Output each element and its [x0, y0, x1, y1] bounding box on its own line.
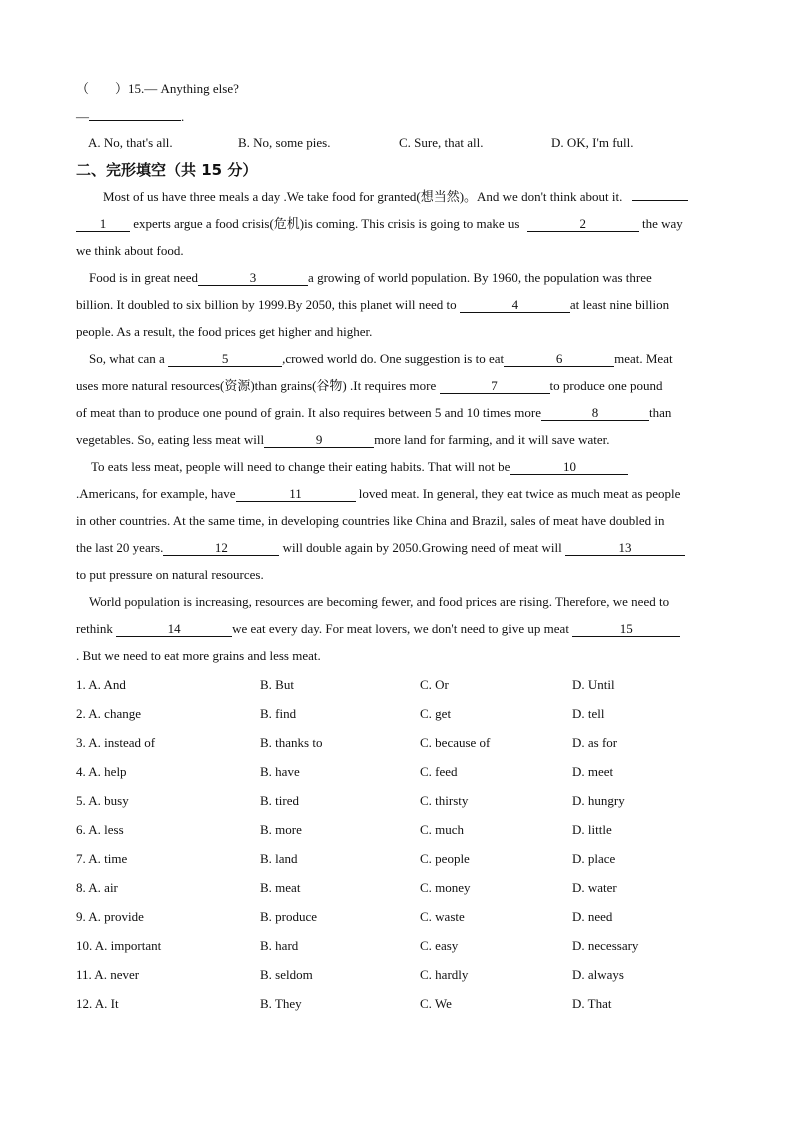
passage-text: to produce one pound — [549, 378, 663, 393]
blank-8[interactable]: 8 — [541, 406, 649, 421]
option-b[interactable]: B. more — [260, 822, 302, 837]
question-row-12 — [76, 995, 756, 1013]
option-b[interactable]: B. But — [260, 677, 294, 692]
blank-12[interactable]: 12 — [163, 541, 279, 556]
passage-text: the way — [641, 216, 683, 231]
blank-13[interactable]: 13 — [565, 541, 685, 556]
option-a[interactable]: 4. A. help — [76, 764, 127, 779]
passage-text: billion. It doubled to six billion by 1999.By 2050, this planet will need to — [76, 297, 457, 312]
option-d[interactable]: D. need — [572, 909, 613, 924]
option-b[interactable]: B. meat — [260, 880, 301, 895]
option-d[interactable]: D. little — [572, 822, 612, 837]
question-row-5 — [76, 792, 756, 810]
q15-paren: （ ） — [76, 81, 129, 96]
option-c[interactable]: C. much — [420, 822, 465, 837]
q15-answer-line — [76, 108, 184, 126]
option-c[interactable]: C. thirsty — [420, 793, 469, 808]
passage-line-3: we think about food. — [76, 243, 184, 258]
option-a[interactable]: 8. A. air — [76, 880, 118, 895]
blank-9[interactable]: 9 — [264, 433, 374, 448]
option-d[interactable]: D. hungry — [572, 793, 625, 808]
option-b[interactable]: B. thanks to — [260, 735, 323, 750]
q15-end: . — [181, 109, 185, 124]
passage-line-1 — [103, 188, 688, 206]
passage-line-12 — [76, 485, 680, 503]
passage-line-2 — [76, 215, 683, 233]
passage-text: we eat every day. For meat lovers, we don't need to give up meat — [232, 621, 569, 636]
passage-text: of meat than to produce one pound of grain. It also requires between 5 and 10 times more — [76, 405, 541, 420]
option-c[interactable]: C. people — [420, 851, 470, 866]
q15-options — [88, 134, 768, 152]
passage-line-11 — [91, 458, 628, 476]
passage-line-13: in other countries. At the same time, in developing countries like China and Brazil, sales of meat have doubled in — [76, 513, 665, 528]
blank-4[interactable]: 4 — [460, 298, 570, 313]
passage-text: a growing of world population. By 1960, the population was three — [308, 270, 652, 285]
option-d[interactable]: D. Until — [572, 677, 615, 692]
passage-line-6: people. As a result, the food prices get higher and higher. — [76, 324, 373, 339]
blank-1-number[interactable]: 1 — [76, 217, 130, 232]
passage-line-17 — [76, 620, 680, 638]
passage-line-18: . But we need to eat more grains and less meat. — [76, 648, 321, 663]
passage-line-9 — [76, 404, 671, 422]
option-d[interactable]: D. meet — [572, 764, 614, 779]
option-d[interactable]: D. place — [572, 851, 616, 866]
question-row-3 — [76, 734, 756, 752]
option-a[interactable]: 1. A. And — [76, 677, 126, 692]
option-c[interactable]: C. get — [420, 706, 452, 721]
option-c[interactable]: C. money — [420, 880, 471, 895]
blank-11[interactable]: 11 — [236, 487, 356, 502]
passage-text: Most of us have three meals a day .We take food for granted(想当然)。And we don't think about it. — [103, 189, 623, 204]
q15-line — [76, 80, 239, 98]
option-c[interactable]: C. easy — [420, 938, 459, 953]
question-row-8 — [76, 879, 756, 897]
option-a[interactable]: 6. A. less — [76, 822, 124, 837]
option-b[interactable]: B. find — [260, 706, 297, 721]
passage-text: .Americans, for example, have — [76, 486, 236, 501]
option-b[interactable]: B. They — [260, 996, 302, 1011]
option-a[interactable]: 2. A. change — [76, 706, 141, 721]
option-c[interactable]: C. We — [420, 996, 452, 1011]
passage-text: So, what can a — [89, 351, 165, 366]
blank-10[interactable]: 10 — [510, 460, 628, 475]
passage-text: the last 20 years. — [76, 540, 164, 555]
option-a[interactable]: 10. A. important — [76, 938, 162, 953]
question-row-7 — [76, 850, 756, 868]
option-b[interactable]: B. tired — [260, 793, 299, 808]
question-row-6 — [76, 821, 756, 839]
passage-text: than — [648, 405, 672, 420]
passage-text: more land for farming, and it will save water. — [374, 432, 610, 447]
passage-line-5 — [76, 296, 669, 314]
passage-line-4 — [89, 269, 652, 287]
option-d[interactable]: D. water — [572, 880, 617, 895]
option-d[interactable]: D. That — [572, 996, 612, 1011]
passage-line-8 — [76, 377, 663, 395]
passage-line-10 — [76, 431, 609, 449]
q15-option-a[interactable]: A. No, that's all. — [88, 135, 173, 150]
blank-5[interactable]: 5 — [168, 352, 282, 367]
q15-number: 15. — [128, 81, 145, 96]
passage-line-15: to put pressure on natural resources. — [76, 567, 264, 582]
passage-line-7 — [89, 350, 673, 368]
option-a[interactable]: 5. A. busy — [76, 793, 129, 808]
option-a[interactable]: 11. A. never — [76, 967, 140, 982]
blank-15[interactable]: 15 — [572, 622, 680, 637]
option-b[interactable]: B. produce — [260, 909, 318, 924]
option-d[interactable]: D. as for — [572, 735, 618, 750]
q15-option-d[interactable]: D. OK, I'm full. — [551, 135, 634, 150]
passage-text: loved meat. In general, they eat twice as much meat as people — [358, 486, 681, 501]
passage-text: To eats less meat, people will need to change their eating habits. That will not be — [91, 459, 511, 474]
blank-2[interactable]: 2 — [527, 217, 639, 232]
option-d[interactable]: D. always — [572, 967, 624, 982]
passage-text: vegetables. So, eating less meat will — [76, 432, 265, 447]
passage-text: uses more natural resources(资源)than grains(谷物) .It requires more — [76, 378, 437, 393]
blank-14[interactable]: 14 — [116, 622, 232, 637]
q15-option-b[interactable]: B. No, some pies. — [238, 135, 331, 150]
question-row-10 — [76, 937, 756, 955]
option-d[interactable]: D. necessary — [572, 938, 639, 953]
q15-dash: — — [76, 109, 89, 124]
option-c[interactable]: C. because of — [420, 735, 491, 750]
question-row-11 — [76, 966, 756, 984]
option-c[interactable]: C. feed — [420, 764, 458, 779]
question-row-4 — [76, 763, 756, 781]
option-d[interactable]: D. tell — [572, 706, 605, 721]
question-row-2 — [76, 705, 756, 723]
option-b[interactable]: B. land — [260, 851, 298, 866]
option-a[interactable]: 9. A. provide — [76, 909, 144, 924]
passage-text: experts argue a food crisis(危机)is coming. This crisis is going to make us — [130, 216, 520, 231]
option-c[interactable]: C. Or — [420, 677, 449, 692]
q15-option-c[interactable]: C. Sure, that all. — [399, 135, 484, 150]
option-a[interactable]: 12. A. It — [76, 996, 119, 1011]
option-b[interactable]: B. hard — [260, 938, 299, 953]
section-heading: 二、完形填空（共 15 分） — [76, 161, 258, 179]
option-b[interactable]: B. seldom — [260, 967, 313, 982]
passage-text: at least nine billion — [569, 297, 670, 312]
passage-text: rethink — [76, 621, 113, 636]
option-a[interactable]: 3. A. instead of — [76, 735, 156, 750]
question-row-9 — [76, 908, 756, 926]
blank-3[interactable]: 3 — [198, 271, 308, 286]
question-row-1 — [76, 676, 756, 694]
option-a[interactable]: 7. A. time — [76, 851, 128, 866]
option-c[interactable]: C. hardly — [420, 967, 469, 982]
passage-line-14 — [76, 539, 685, 557]
passage-text: ,crowed world do. One suggestion is to eat — [282, 351, 505, 366]
passage-text: will double again by 2050.Growing need of meat will — [282, 540, 562, 555]
blank-7[interactable]: 7 — [440, 379, 550, 394]
blank-6[interactable]: 6 — [504, 352, 614, 367]
q15-prompt: — Anything else? — [144, 81, 239, 96]
option-c[interactable]: C. waste — [420, 909, 465, 924]
blank-1[interactable] — [632, 200, 688, 201]
option-b[interactable]: B. have — [260, 764, 300, 779]
q15-answer-blank[interactable] — [89, 120, 181, 121]
passage-text: Food is in great need — [89, 270, 199, 285]
passage-text: meat. Meat — [614, 351, 673, 366]
passage-line-16: World population is increasing, resources are becoming fewer, and food prices are rising. Therefore, we need to — [89, 594, 670, 609]
